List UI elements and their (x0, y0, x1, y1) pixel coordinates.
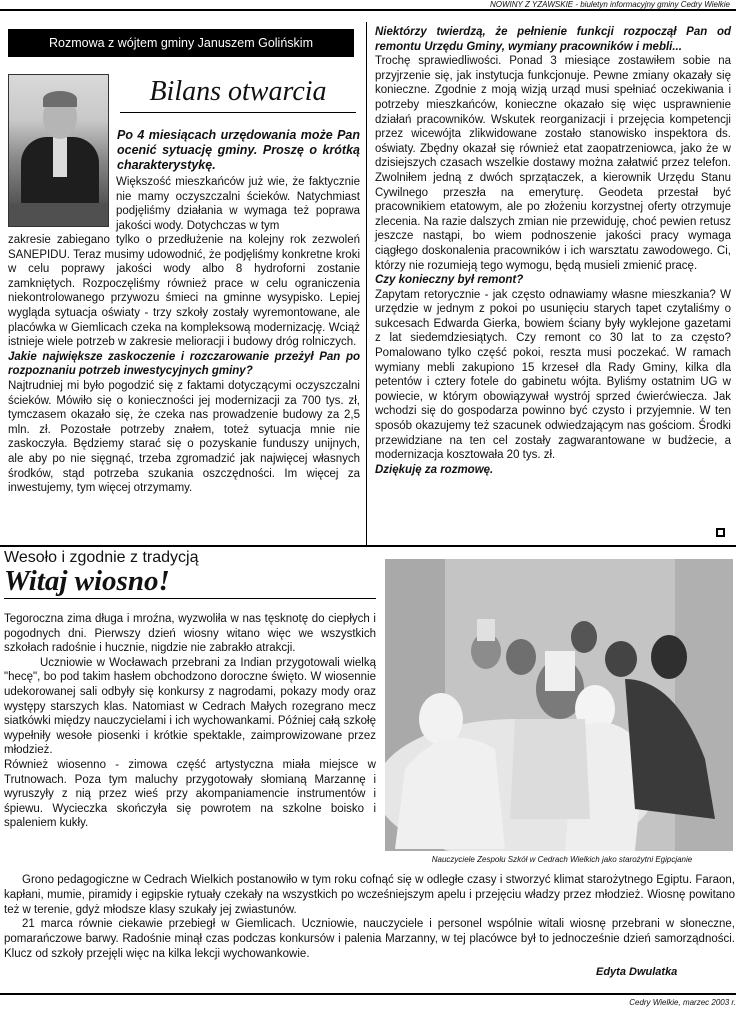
end-square-icon (716, 528, 725, 537)
section-rule (0, 545, 736, 547)
spring-text-full (4, 873, 735, 962)
column-divider (366, 22, 367, 545)
page-footer: Cedry Wielkie, marzec 2003 r. (629, 998, 736, 1007)
article-title: Bilans otwarcia (149, 76, 327, 107)
answer-1-part-1: Większość mieszkańców już wie, że faktycznie nie mamy oczyszczalni ścieków. Natychmiast podjęliśmy działania w wymaga też poprawa jakości wody. Dotychczas w tym (116, 176, 360, 232)
spring-paragraph-5: 21 marca równie ciekawie przebiegł w Giemlicach. Uczniowie, nauczyciele i personel wspólnie witali wiosnę przebrani w słoneczne, pomarańczowe barwy. Radośnie minął czas podczas konkursów i palenia Marzanny, w tej placówce był to jednocześnie dzień samorządności. Klucz od szkoły przejęli więc na kilka lekcji wychowankowie. (4, 918, 735, 960)
answer-3: Trochę sprawiedliwości. Ponad 3 miesiące zostawiłem sobie na przyjrzenie się, jak instytucja funkcjonuje. Pewne zmiany okazały się konieczne. Zgodnie z moją wizją urząd musi spełniać oczekiwania i potrzeby mieszkańców, konieczne okazało się więc usprawnienie działań pracowników. Wskutek reorganizacji i przejęcia kompetencji przez wicewójta zlikwidowane zostało stanowisko inspektora ds. oświaty. Zbędny okazał się również etat zaopatrzeniowca, jako że w dzisiejszych czasach wszelkie dostawy można załatwić przez telefon. Zwolniłem jedną z dwóch sprzątaczek, a kierownik Urzędu Stanu Cywilnego przeszła na emeryturę. Geodeta przestał być pracownikiem etatowym, ale po złożeniu korzystnej oferty otrzymuje zlecenia. Na razie dalszych zmian nie przewiduję, choć pewien retusz jeszcze nastąpi, bo wiem podnoszenie jakości pracy wymaga ciągłego doskonalenia pracowników i ich warsztatu zawodowego. Ci, którzy nie rozumieją tego wymogu, będą musieli zmienić pracę. (375, 55, 731, 272)
spring-paragraph-1: Tegoroczna zima długa i mroźna, wyzwoliła w nas tęsknotę do ciepłych i pogodnych dni. Pierwszy dzień wiosny witano więc we wszystkich szkołach radośnie i hucznie, nigdzie nie zabrakło atrakcji. (4, 613, 376, 655)
group-photo (385, 559, 733, 851)
spring-kicker: Wesoło i zgodnie z tradycją (4, 549, 199, 566)
photo-hair (43, 91, 77, 107)
question-3: Niektórzy twierdzą, że pełnienie funkcji rozpoczął Pan od remontu Urzędu Gminy, wymiany pracowników i mebli... (375, 26, 731, 53)
spring-title: Witaj wiosno! (4, 565, 170, 597)
answer-4: Zapytam retorycznie - jak często odnawiamy własne mieszkania? W urzędzie w jednym z pokoi po usunięciu starych tapet czytaliśmy o sukcesach Edwarda Gierka, bowiem ściany były wyklejone gazetami z lat siedemdziesiątych. Czy remont co 30 lat to za często? Pomalowano tylko część pokoi, reszta musi poczekać. W ramach wymiany mebli zakupiono 15 krzeseł dla Rady Gminy, kilka dla petentów i cztery fotele do gabinetu wójta. Byliśmy ostatnim UG w powiecie, w którym obowiązywał wystrój sprzed ćwierćwiecza. Jak wchodzi się do gospodarza powinno być czysto i przyjemnie. W ten sposób okazujemy też szacunek odwiedzającym nas gościom. Środki przewidziane na ten cel zostały zagwarantowane w budżecie, a modernizacja kosztowała 20 tys. zł. (375, 288, 731, 462)
right-column-text (375, 25, 731, 477)
left-column-text (8, 233, 360, 496)
group-photo-drawing (385, 559, 733, 851)
closing-line: Dziękuję za rozmowę. (375, 463, 494, 476)
portrait-photo (8, 74, 109, 227)
title-rule (120, 112, 356, 113)
interview-kicker: Rozmowa z wójtem gminy Januszem Golińskim (8, 29, 354, 57)
answer-1-part-2: zakresie zabiegano tylko o przedłużenie na kolejny rok zezwoleń SANEPIDU. Teraz musimy udowodnić, że podjęliśmy konkretne kroki w celu poprawy jakości wody albo 8 hydroforni zostanie zamkniętych. Rozpoczęliśmy również prace w celu ograniczenia niekontrolowanego przywozu śmieci na gminne wysypisko. Lepiej wygląda sytuacja oświaty - trzy szkoły zostały wyremontowane, ale placówka w Giemlicach czeka na kompleksową modernizację. Wciąż istnieje wiele potrzeb w zakresie melioracji i budowy dróg rolniczych. (8, 234, 360, 349)
spring-paragraph-4: Grono pedagogiczne w Cedrach Wielkich postanowiło w tym roku cofnąć się w odległe czasy i stworzyć klimat starożytnego Egiptu. Faraon, kapłani, mumie, piramidy i egipskie rytuały czekały na wszystkich po wcześniejszym apelu i przejęciu władzy przez młodzież. Wiosnę powitano też w terenie, gdyż młodsze klasy szukały jej zwiastunów. (4, 874, 735, 916)
spring-paragraph-3: Również wiosenno - zimowa część artystyczna miała miejsce w Trutnowach. Poza tym maluchy przygotowały słomianą Marzannę i wyruszyły z nią przez wieś przy akompaniamencie instrumentów i śpiewu. Wycieczka skończyła się powrotem na szkolne boisko i spaleniem kukły. (4, 758, 376, 830)
spring-text-column (4, 612, 376, 831)
top-rule (0, 9, 736, 11)
photo-desk (9, 203, 109, 227)
question-1: Po 4 miesiącach urzędowania może Pan ocenić sytuację gminy. Proszę o krótką charakterystykę. (117, 128, 360, 172)
spring-title-rule (4, 598, 376, 599)
answer-2: Najtrudniej mi było pogodzić się z faktami dotyczącymi oczyszczalni ścieków. Mówiło się o konieczności jej modernizacji za 700 tys. zł, tymczasem okazało się, że czeka nas prowadzenie budowy za 2,5 mln. zł. Pozostałe potrzeby znałem, toteż sytuacja mnie nie zaskoczyła. Będziemy starać się o pozyskanie funduszy unijnych, ale aby po nie sięgnąć, trzeba zgromadzić jak najwięcej własnych środków, stąd potrzeba szukania oszczędności. Im więcej za inwestujemy, tym więcej otrzymamy. (8, 379, 360, 495)
photo-caption: Nauczyciele Zespołu Szkół w Cedrach Wielkich jako starożytni Egipcjanie (431, 855, 693, 864)
spring-paragraph-2: Uczniowie w Wocławach przebrani za Indian przygotowali wielką "hecę", bo pod takim hasłem obchodzono doroczne święto. W wiosennie udekorowanej sali odbyły się konkursy z nagrodami, pokazy mody oraz występy starszych klas. Natomiast w Cedrach Małych rozegrano mecz siatkówki między nauczycielami i ich wychowankami. Później całą szkołę wypełniły wesołe piosenki i krótkie spektakle, zaimprowizowane przez młodzież. (4, 656, 376, 757)
running-head: NOWINY Z YZAWSKIE - biuletyn informacyjny gminy Cedry Wielkie (490, 0, 730, 9)
question-2: Jakie największe zaskoczenie i rozczarowanie przeżył Pan po rozpoznaniu potrzeb inwestycyjnych gminy? (8, 350, 360, 378)
question-4: Czy konieczny był remont? (375, 274, 524, 287)
bottom-rule (0, 993, 736, 995)
photo-shirt (53, 137, 67, 177)
author-signature: Edyta Dwulatka (596, 966, 678, 978)
